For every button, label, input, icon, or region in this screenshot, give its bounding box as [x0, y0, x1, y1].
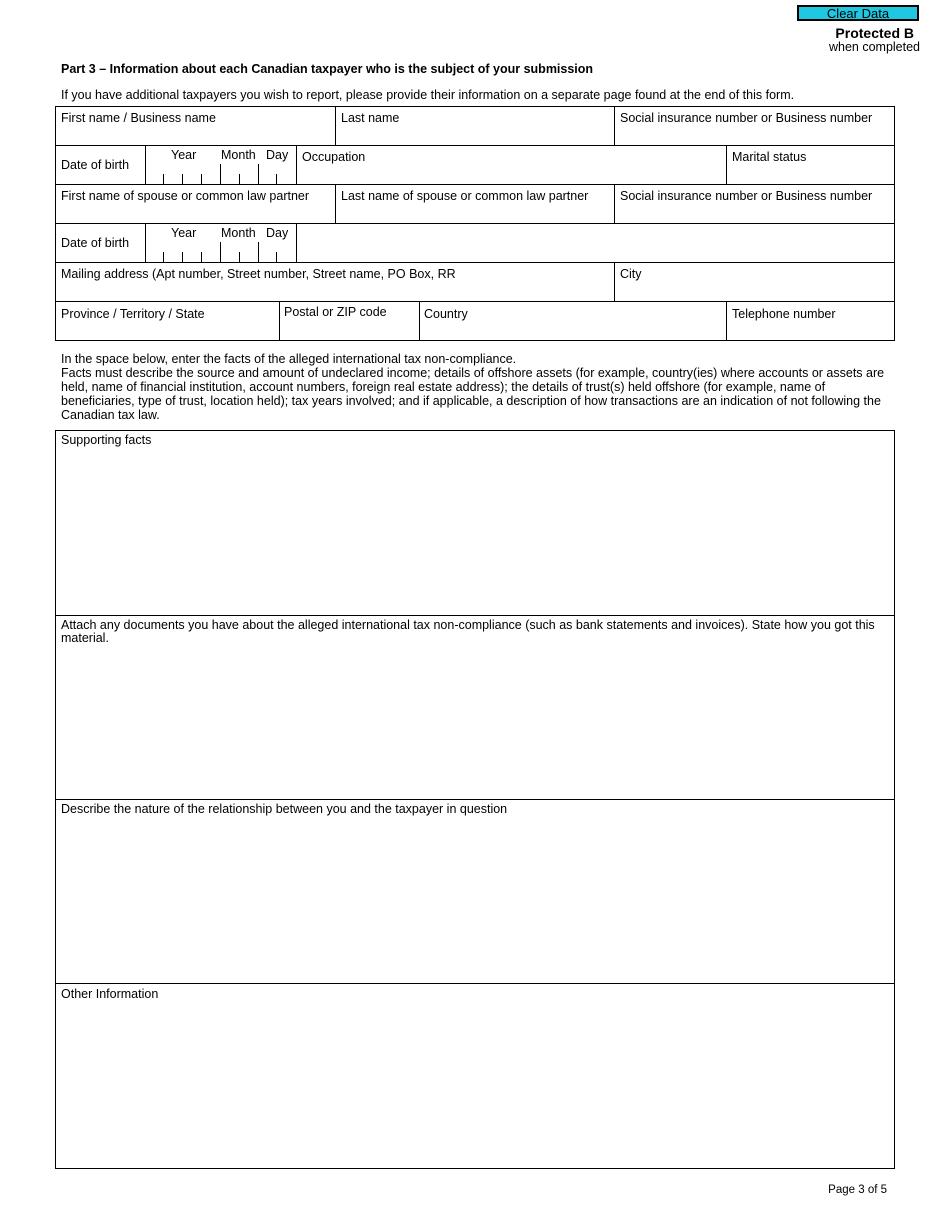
clear-data-button[interactable]: Clear Data	[797, 5, 919, 21]
other-information-label: Other Information	[61, 987, 159, 1001]
postal-code-field[interactable]	[280, 302, 419, 340]
spouse-first-name-label: First name of spouse or common law partner	[61, 189, 310, 203]
last-name-field[interactable]	[336, 107, 614, 145]
first-name-label: First name / Business name	[61, 111, 216, 125]
supporting-facts-label: Supporting facts	[61, 433, 152, 447]
other-information-field[interactable]	[56, 983, 894, 1167]
day-label: Day	[266, 148, 289, 162]
telephone-label: Telephone number	[732, 307, 836, 321]
country-field[interactable]	[420, 302, 726, 340]
relationship-label: Describe the nature of the relationship between you and the taxpayer in question	[61, 802, 508, 816]
last-name-label: Last name	[341, 111, 400, 125]
spouse-date-of-birth-label: Date of birth	[61, 236, 130, 250]
marital-status-label: Marital status	[732, 150, 807, 164]
city-label: City	[620, 267, 642, 281]
date-of-birth-field[interactable]	[146, 146, 296, 184]
mailing-address-label: Mailing address (Apt number, Street number, Street name, PO Box, RR	[61, 267, 456, 281]
month-label: Month	[221, 148, 256, 162]
when-completed-label: when completed	[828, 40, 920, 54]
spouse-last-name-label: Last name of spouse or common law partner	[341, 189, 589, 203]
spouse-sin-field[interactable]	[615, 185, 894, 223]
occupation-field[interactable]	[297, 146, 726, 184]
facts-line1: In the space below, enter the facts of the alleged international tax non-compliance.	[61, 352, 517, 366]
sin-field[interactable]	[615, 107, 894, 145]
province-label: Province / Territory / State	[61, 307, 205, 321]
city-field[interactable]	[615, 263, 894, 301]
mailing-address-field[interactable]	[56, 263, 614, 301]
province-field[interactable]	[56, 302, 279, 340]
attach-documents-label: Attach any documents you have about the alleged international tax non-compliance (such as bank statements and invoices). State how you got this material.	[61, 618, 875, 645]
facts-line2: Facts must describe the source and amount of undeclared income; details of offshore assets (for example, country(ies) where accounts or assets are held, name of financial institution, account numbers, foreign real estate address); the details of trust(s) held offshore (for example, name of beneficiaries, type of trust, location held); tax years involved; and if applicable, a description of how transactions are an indication of not following the Canadian tax law.	[61, 366, 885, 422]
part3-title: Part 3 – Information about each Canadian taxpayer who is the subject of your submission	[61, 62, 594, 76]
occupation-label: Occupation	[302, 150, 366, 164]
relationship-field[interactable]	[56, 799, 894, 982]
spouse-year-label: Year	[171, 226, 197, 240]
date-of-birth-label: Date of birth	[61, 158, 130, 172]
part3-intro: If you have additional taxpayers you wish to report, please provide their information on a separate page found at the end of this form.	[61, 88, 795, 102]
supporting-facts-field[interactable]	[56, 431, 894, 614]
country-label: Country	[424, 307, 468, 321]
page-number: Page 3 of 5	[828, 1184, 887, 1196]
spouse-month-label: Month	[221, 226, 256, 240]
telephone-field[interactable]	[727, 302, 894, 340]
spouse-date-of-birth-field[interactable]	[146, 224, 296, 262]
sin-label: Social insurance number or Business number	[620, 111, 873, 125]
first-name-field[interactable]	[56, 107, 335, 145]
spouse-sin-label: Social insurance number or Business number	[620, 189, 873, 203]
spouse-day-label: Day	[266, 226, 289, 240]
protected-b-label: Protected B	[835, 25, 914, 41]
facts-instructions	[61, 352, 891, 422]
postal-code-label: Postal or ZIP code	[284, 305, 387, 319]
taxpayer-info-grid	[55, 106, 895, 341]
year-label: Year	[171, 148, 197, 162]
spouse-first-name-field[interactable]	[56, 185, 335, 223]
spouse-last-name-field[interactable]	[336, 185, 614, 223]
marital-status-field[interactable]	[727, 146, 894, 184]
